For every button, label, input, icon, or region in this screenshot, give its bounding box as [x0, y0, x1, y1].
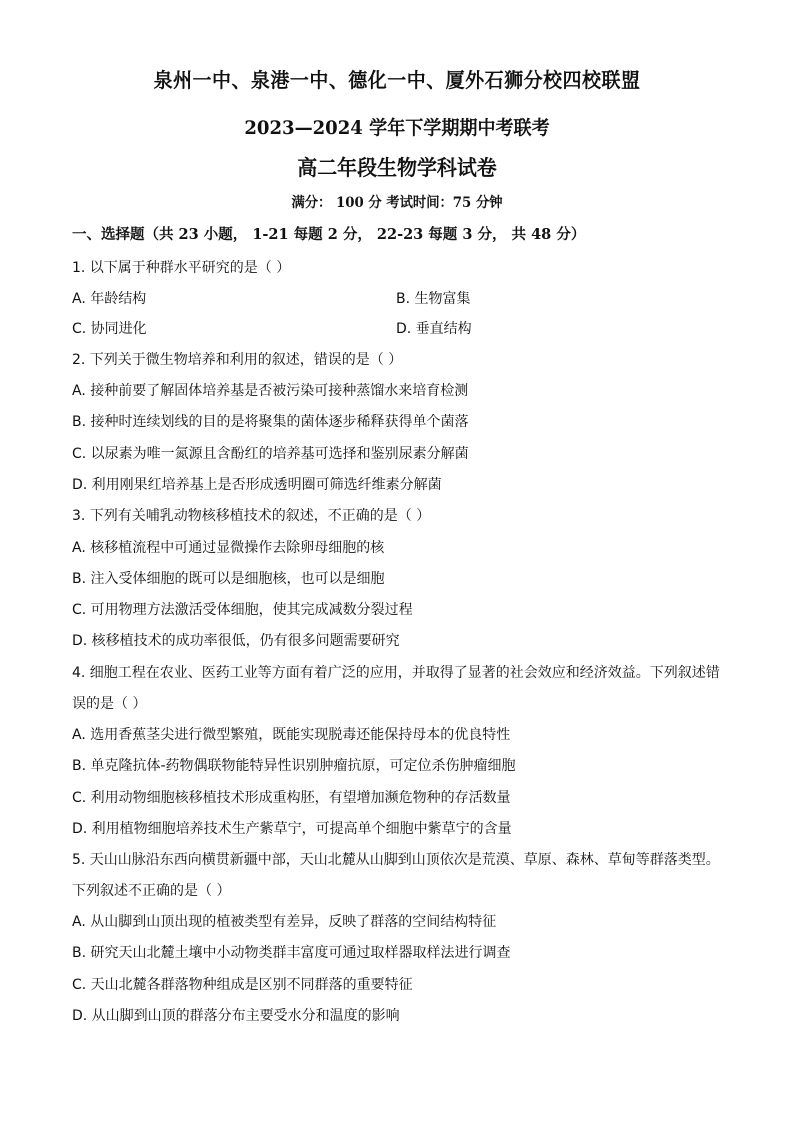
question-4-stem-line-1: 4. 细胞工程在农业、医药工业等方面有着广泛的应用，并取得了显著的社会效应和经济效益。下列叙述错	[72, 665, 720, 681]
school-alliance-title: 泉州一中、泉港一中、德化一中、厦外石狮分校四校联盟	[153, 68, 641, 92]
question-4-option-a: A. 选用香蕉茎尖进行微型繁殖，既能实现脱毒还能保持母本的优良特性	[72, 727, 511, 743]
question-2-option-b: B. 接种时连续划线的目的是将聚集的菌体逐步稀释获得单个菌落	[72, 414, 469, 430]
question-4-stem-line-2: 误的是（ ）	[72, 696, 147, 712]
exam-term-title: 2023—2024 学年下学期期中考联考	[244, 117, 550, 139]
question-3-option-c: C. 可用物理方法激活受体细胞，使其完成减数分裂过程	[72, 602, 413, 618]
question-3-stem: 3. 下列有关哺乳动物核移植技术的叙述，不正确的是（ ）	[72, 508, 431, 524]
question-2-option-d: D. 利用刚果红培养基上是否形成透明圈可筛选纤维素分解菌	[72, 477, 442, 493]
question-5-option-d: D. 从山脚到山顶的群落分布主要受水分和温度的影响	[72, 1008, 400, 1024]
question-4-option-b: B. 单克隆抗体-药物偶联物能特异性识别肿瘤抗原，可定位杀伤肿瘤细胞	[72, 758, 516, 774]
question-4-option-d: D. 利用植物细胞培养技术生产紫草宁，可提高单个细胞中紫草宁的含量	[72, 821, 512, 837]
question-5-option-c: C. 天山北麓各群落物种组成是区别不同群落的重要特征	[72, 977, 413, 993]
question-5-option-a: A. 从山脚到山顶出现的植被类型有差异，反映了群落的空间结构特征	[72, 914, 497, 930]
question-3-option-b: B. 注入受体细胞的既可以是细胞核，也可以是细胞	[72, 571, 385, 587]
question-1-option-b: B. 生物富集	[396, 291, 471, 307]
score-time-info: 满分： 100 分 考试时间：75 分钟	[291, 195, 503, 211]
question-3-option-a: A. 核移植流程中可通过显微操作去除卵母细胞的核	[72, 540, 385, 556]
question-5-option-b: B. 研究天山北麓土壤中小动物类群丰富度可通过取样器取样法进行调查	[72, 945, 511, 961]
question-2-stem: 2. 下列关于微生物培养和利用的叙述，错误的是（ ）	[72, 352, 403, 368]
question-2-option-a: A. 接种前要了解固体培养基是否被污染可接种蒸馏水来培育检测	[72, 383, 469, 399]
question-2-option-c: C. 以尿素为唯一氮源且含酚红的培养基可选择和鉴别尿素分解菌	[72, 446, 469, 462]
question-1-option-c: C. 协同进化	[72, 321, 147, 337]
question-4-option-c: C. 利用动物细胞核移植技术形成重构胚，有望增加濒危物种的存活数量	[72, 790, 511, 806]
subject-title: 高二年段生物学科试卷	[297, 155, 497, 180]
question-3-option-d: D. 核移植技术的成功率很低，仍有很多问题需要研究	[72, 633, 400, 649]
question-1-option-d: D. 垂直结构	[396, 321, 472, 337]
question-5-stem-line-2: 下列叙述不正确的是（ ）	[72, 883, 231, 899]
question-5-stem-line-1: 5. 天山山脉沿东西向横贯新疆中部，天山北麓从山脚到山顶依次是荒漠、草原、森林、草甸等群落类型。	[72, 852, 720, 868]
section-title: 一、选择题（共 23 小题， 1-21 每题 2 分， 22-23 每题 3 分， 共 48 分）	[72, 226, 586, 243]
question-1-stem: 1. 以下属于种群水平研究的是（ ）	[72, 260, 291, 276]
question-1-option-a: A. 年龄结构	[72, 291, 147, 307]
